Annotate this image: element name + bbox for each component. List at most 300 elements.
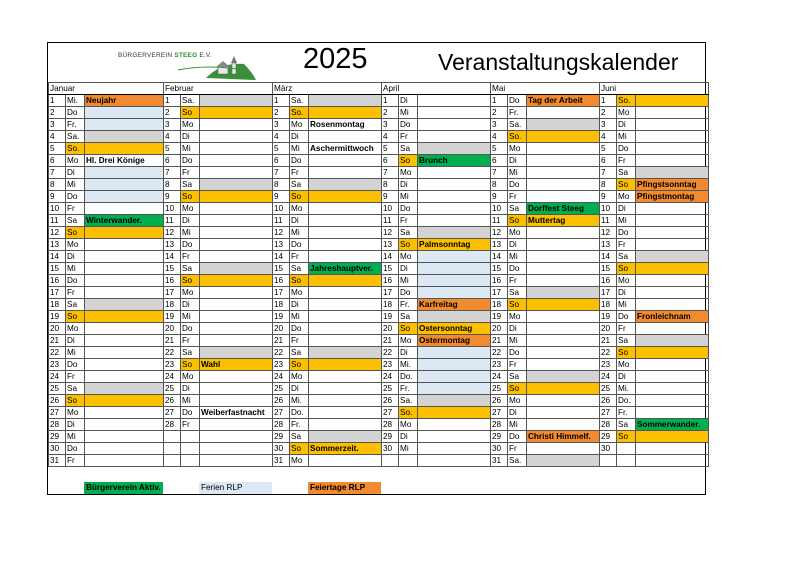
weekday: Sa	[399, 311, 418, 323]
event-cell	[418, 203, 491, 215]
event-cell	[309, 275, 382, 287]
day-number: 1	[49, 95, 66, 107]
day-number: 1	[164, 95, 181, 107]
weekday: Fr	[290, 251, 309, 263]
event-cell	[636, 359, 709, 371]
event-cell: Weiberfastnacht	[200, 407, 273, 419]
day-number: 29	[600, 431, 617, 443]
event-cell	[309, 155, 382, 167]
day-number: 25	[164, 383, 181, 395]
day-number: 23	[273, 359, 290, 371]
weekday: Mi	[508, 419, 527, 431]
day-number: 3	[600, 119, 617, 131]
event-cell	[85, 359, 164, 371]
day-row	[49, 395, 709, 407]
event-cell	[200, 335, 273, 347]
day-number: 12	[164, 227, 181, 239]
day-number: 8	[164, 179, 181, 191]
weekday: Fr	[508, 443, 527, 455]
event-cell	[418, 191, 491, 203]
event-cell	[527, 107, 600, 119]
day-number: 24	[164, 371, 181, 383]
weekday: Mo	[290, 203, 309, 215]
month-header: Januar	[49, 83, 164, 95]
weekday: Mi	[181, 395, 200, 407]
weekday	[399, 455, 418, 467]
day-row	[49, 431, 709, 443]
weekday: Do	[66, 359, 85, 371]
event-cell: Tag der Arbeit	[527, 95, 600, 107]
day-number: 28	[273, 419, 290, 431]
weekday: Di	[399, 179, 418, 191]
event-cell	[418, 215, 491, 227]
day-number: 13	[164, 239, 181, 251]
weekday: So	[290, 191, 309, 203]
day-number: 21	[491, 335, 508, 347]
event-cell	[200, 155, 273, 167]
weekday: Sa	[66, 215, 85, 227]
day-number: 6	[164, 155, 181, 167]
day-number: 2	[164, 107, 181, 119]
day-number: 17	[600, 287, 617, 299]
day-number: 25	[382, 383, 399, 395]
event-cell: Wahl	[200, 359, 273, 371]
weekday: Sa	[508, 287, 527, 299]
day-number: 13	[491, 239, 508, 251]
weekday: Mo	[290, 119, 309, 131]
day-number: 14	[273, 251, 290, 263]
day-number: 5	[382, 143, 399, 155]
event-cell	[85, 167, 164, 179]
event-cell	[200, 215, 273, 227]
day-number: 28	[491, 419, 508, 431]
day-number: 6	[49, 155, 66, 167]
event-cell	[636, 107, 709, 119]
event-cell	[85, 407, 164, 419]
event-cell	[636, 299, 709, 311]
event-cell	[309, 239, 382, 251]
month-header: Juni	[600, 83, 709, 95]
event-cell	[309, 323, 382, 335]
day-number: 31	[273, 455, 290, 467]
day-number: 13	[382, 239, 399, 251]
day-row	[49, 323, 709, 335]
event-cell	[527, 143, 600, 155]
event-cell: Winterwander.	[85, 215, 164, 227]
logo	[118, 50, 258, 82]
weekday: Sa	[290, 347, 309, 359]
event-cell	[200, 119, 273, 131]
event-cell	[85, 131, 164, 143]
day-row	[49, 299, 709, 311]
weekday: Mo	[617, 107, 636, 119]
weekday: Sa	[181, 263, 200, 275]
event-cell	[85, 419, 164, 431]
event-cell	[527, 239, 600, 251]
weekday: Fr	[66, 455, 85, 467]
day-number: 10	[382, 203, 399, 215]
weekday: Mi	[290, 143, 309, 155]
event-cell	[527, 371, 600, 383]
weekday: Do	[66, 275, 85, 287]
event-cell	[309, 431, 382, 443]
weekday: Sa	[617, 419, 636, 431]
day-row	[49, 215, 709, 227]
weekday: Mi	[66, 263, 85, 275]
day-number: 31	[491, 455, 508, 467]
day-number: 11	[491, 215, 508, 227]
calendar-table	[48, 82, 709, 467]
event-cell	[418, 347, 491, 359]
weekday: Fr.	[66, 119, 85, 131]
weekday: Fr.	[399, 299, 418, 311]
day-row	[49, 359, 709, 371]
event-cell	[200, 455, 273, 467]
weekday: Fr	[617, 239, 636, 251]
weekday: Mo	[66, 323, 85, 335]
event-cell	[85, 179, 164, 191]
weekday: So	[617, 347, 636, 359]
day-row	[49, 119, 709, 131]
event-cell: Neujahr	[85, 95, 164, 107]
weekday: Do	[617, 143, 636, 155]
day-row	[49, 143, 709, 155]
day-number: 20	[49, 323, 66, 335]
day-number: 23	[491, 359, 508, 371]
day-number: 10	[49, 203, 66, 215]
event-cell	[418, 395, 491, 407]
event-cell	[200, 287, 273, 299]
day-number: 15	[49, 263, 66, 275]
day-row	[49, 179, 709, 191]
weekday: Mo	[290, 455, 309, 467]
weekday: Mi	[508, 335, 527, 347]
weekday: So	[399, 239, 418, 251]
day-row	[49, 287, 709, 299]
weekday: Di	[617, 203, 636, 215]
event-cell	[309, 419, 382, 431]
event-cell: Christi Himmelf.	[527, 431, 600, 443]
event-cell: Ostermontag	[418, 335, 491, 347]
day-number: 16	[164, 275, 181, 287]
day-number: 3	[273, 119, 290, 131]
event-cell	[527, 347, 600, 359]
event-cell	[527, 455, 600, 467]
day-number: 17	[491, 287, 508, 299]
weekday: Do	[181, 239, 200, 251]
event-cell	[636, 143, 709, 155]
event-cell	[418, 119, 491, 131]
event-cell: Jahreshauptver.	[309, 263, 382, 275]
weekday: Di	[66, 335, 85, 347]
event-cell	[636, 215, 709, 227]
weekday: Mo	[617, 359, 636, 371]
day-number: 28	[600, 419, 617, 431]
event-cell	[200, 347, 273, 359]
day-number	[164, 443, 181, 455]
day-number: 28	[49, 419, 66, 431]
day-number: 21	[600, 335, 617, 347]
weekday: Mi.	[290, 395, 309, 407]
day-number: 4	[49, 131, 66, 143]
weekday: Mo	[290, 287, 309, 299]
day-number: 8	[273, 179, 290, 191]
event-cell	[200, 107, 273, 119]
event-cell	[309, 203, 382, 215]
weekday: Sa	[66, 299, 85, 311]
weekday: Sa	[181, 347, 200, 359]
weekday: So	[66, 311, 85, 323]
day-number: 12	[600, 227, 617, 239]
day-number: 2	[273, 107, 290, 119]
weekday: Di	[617, 371, 636, 383]
event-cell	[200, 419, 273, 431]
day-number: 30	[491, 443, 508, 455]
event-cell	[636, 119, 709, 131]
event-cell	[200, 371, 273, 383]
weekday: Do.	[617, 395, 636, 407]
weekday: Fr	[181, 167, 200, 179]
weekday: So	[181, 107, 200, 119]
day-number: 1	[600, 95, 617, 107]
day-number: 18	[382, 299, 399, 311]
event-cell	[85, 227, 164, 239]
event-cell: Aschermittwoch	[309, 143, 382, 155]
weekday: Mi	[617, 131, 636, 143]
day-number: 10	[491, 203, 508, 215]
weekday: Mi	[181, 143, 200, 155]
day-number: 22	[49, 347, 66, 359]
event-cell	[527, 299, 600, 311]
day-number: 12	[382, 227, 399, 239]
day-number	[164, 431, 181, 443]
village-logo-icon	[118, 50, 258, 82]
event-cell	[85, 299, 164, 311]
event-cell	[85, 287, 164, 299]
day-number: 19	[600, 311, 617, 323]
event-cell	[636, 335, 709, 347]
event-cell	[309, 251, 382, 263]
event-cell	[636, 203, 709, 215]
weekday: Do	[181, 155, 200, 167]
day-number: 30	[382, 443, 399, 455]
weekday: Fr	[181, 419, 200, 431]
weekday: So.	[508, 131, 527, 143]
day-number: 14	[491, 251, 508, 263]
day-row	[49, 419, 709, 431]
weekday: Fr	[181, 251, 200, 263]
weekday: Di	[181, 383, 200, 395]
legend-ferien: Ferien RLP	[199, 482, 272, 494]
weekday: Mi	[181, 227, 200, 239]
event-cell	[527, 167, 600, 179]
day-number: 24	[600, 371, 617, 383]
weekday: Sa	[508, 371, 527, 383]
day-number: 24	[382, 371, 399, 383]
day-row	[49, 95, 709, 107]
day-number: 4	[600, 131, 617, 143]
weekday: Mi	[66, 431, 85, 443]
day-number: 3	[164, 119, 181, 131]
weekday: Do.	[399, 371, 418, 383]
day-number: 26	[49, 395, 66, 407]
event-cell	[527, 359, 600, 371]
day-number: 9	[382, 191, 399, 203]
weekday: Fr.	[290, 419, 309, 431]
weekday: Mi	[508, 167, 527, 179]
weekday: Mi	[66, 347, 85, 359]
weekday: Mi	[290, 311, 309, 323]
day-number: 27	[600, 407, 617, 419]
event-cell	[527, 395, 600, 407]
day-number: 3	[491, 119, 508, 131]
day-number: 12	[491, 227, 508, 239]
event-cell	[200, 395, 273, 407]
calendar-title: Veranstaltungskalender	[438, 49, 679, 75]
day-row	[49, 443, 709, 455]
day-number: 26	[164, 395, 181, 407]
weekday: Do	[617, 311, 636, 323]
day-number: 26	[382, 395, 399, 407]
weekday: Sa.	[399, 395, 418, 407]
day-number: 12	[49, 227, 66, 239]
event-cell	[636, 407, 709, 419]
weekday: So	[399, 155, 418, 167]
weekday: Sa	[617, 167, 636, 179]
weekday: Mi	[181, 311, 200, 323]
day-number: 29	[273, 431, 290, 443]
day-number: 11	[600, 215, 617, 227]
day-number: 21	[273, 335, 290, 347]
weekday: Di	[66, 251, 85, 263]
event-cell	[418, 251, 491, 263]
event-cell	[85, 371, 164, 383]
weekday: Di	[66, 167, 85, 179]
weekday: Mi	[290, 227, 309, 239]
event-cell	[85, 239, 164, 251]
weekday: Do	[508, 179, 527, 191]
weekday: Sa	[508, 203, 527, 215]
event-cell	[200, 143, 273, 155]
event-cell	[309, 455, 382, 467]
weekday: Di	[290, 215, 309, 227]
weekday: So	[508, 383, 527, 395]
event-cell	[309, 395, 382, 407]
event-cell	[309, 287, 382, 299]
day-number: 6	[382, 155, 399, 167]
day-number: 9	[600, 191, 617, 203]
weekday: Sa	[66, 383, 85, 395]
day-number: 1	[382, 95, 399, 107]
event-cell	[636, 95, 709, 107]
weekday: Do.	[290, 407, 309, 419]
weekday: Do	[66, 107, 85, 119]
day-number: 28	[382, 419, 399, 431]
weekday: Do	[508, 431, 527, 443]
weekday: Di	[181, 299, 200, 311]
day-number: 27	[491, 407, 508, 419]
day-number: 2	[600, 107, 617, 119]
event-cell: Rosenmontag	[309, 119, 382, 131]
event-cell	[200, 131, 273, 143]
weekday: Mo	[617, 275, 636, 287]
day-number: 13	[49, 239, 66, 251]
weekday: Do	[181, 323, 200, 335]
event-cell	[527, 443, 600, 455]
day-number: 22	[273, 347, 290, 359]
event-cell	[418, 263, 491, 275]
day-row	[49, 191, 709, 203]
day-number: 23	[382, 359, 399, 371]
weekday: Di	[290, 131, 309, 143]
event-cell	[85, 119, 164, 131]
weekday: Sa	[399, 143, 418, 155]
day-number: 13	[600, 239, 617, 251]
day-number: 8	[49, 179, 66, 191]
day-number: 6	[600, 155, 617, 167]
event-cell	[309, 191, 382, 203]
weekday: Di	[290, 299, 309, 311]
event-cell	[636, 383, 709, 395]
weekday: So	[508, 299, 527, 311]
weekday: Fr	[290, 167, 309, 179]
event-cell	[636, 167, 709, 179]
day-row	[49, 371, 709, 383]
day-number: 16	[382, 275, 399, 287]
day-number: 15	[164, 263, 181, 275]
day-number: 19	[382, 311, 399, 323]
day-number: 23	[164, 359, 181, 371]
weekday: Mo	[617, 191, 636, 203]
day-number: 16	[491, 275, 508, 287]
weekday: Di	[399, 431, 418, 443]
day-row	[49, 155, 709, 167]
event-cell	[200, 443, 273, 455]
event-cell	[636, 323, 709, 335]
day-number: 7	[600, 167, 617, 179]
month-header: Februar	[164, 83, 273, 95]
weekday: Fr	[617, 323, 636, 335]
weekday	[617, 443, 636, 455]
day-number: 27	[49, 407, 66, 419]
weekday: Di	[399, 263, 418, 275]
month-header: April	[382, 83, 491, 95]
day-number: 26	[491, 395, 508, 407]
day-number: 15	[491, 263, 508, 275]
day-number: 14	[164, 251, 181, 263]
event-cell	[85, 431, 164, 443]
day-number: 4	[382, 131, 399, 143]
weekday: Fr	[508, 275, 527, 287]
day-number: 1	[491, 95, 508, 107]
weekday: Di	[181, 215, 200, 227]
day-number: 19	[273, 311, 290, 323]
weekday: Sa	[617, 335, 636, 347]
event-cell	[309, 179, 382, 191]
event-cell	[636, 251, 709, 263]
weekday: Mo	[399, 419, 418, 431]
event-cell: Dorffest Steeg	[527, 203, 600, 215]
event-cell	[527, 251, 600, 263]
weekday: Mi	[66, 179, 85, 191]
event-cell	[418, 287, 491, 299]
weekday: Mi.	[66, 95, 85, 107]
event-cell	[418, 419, 491, 431]
event-cell	[636, 431, 709, 443]
day-number: 20	[164, 323, 181, 335]
weekday: Mo	[399, 251, 418, 263]
weekday: Mo	[66, 239, 85, 251]
